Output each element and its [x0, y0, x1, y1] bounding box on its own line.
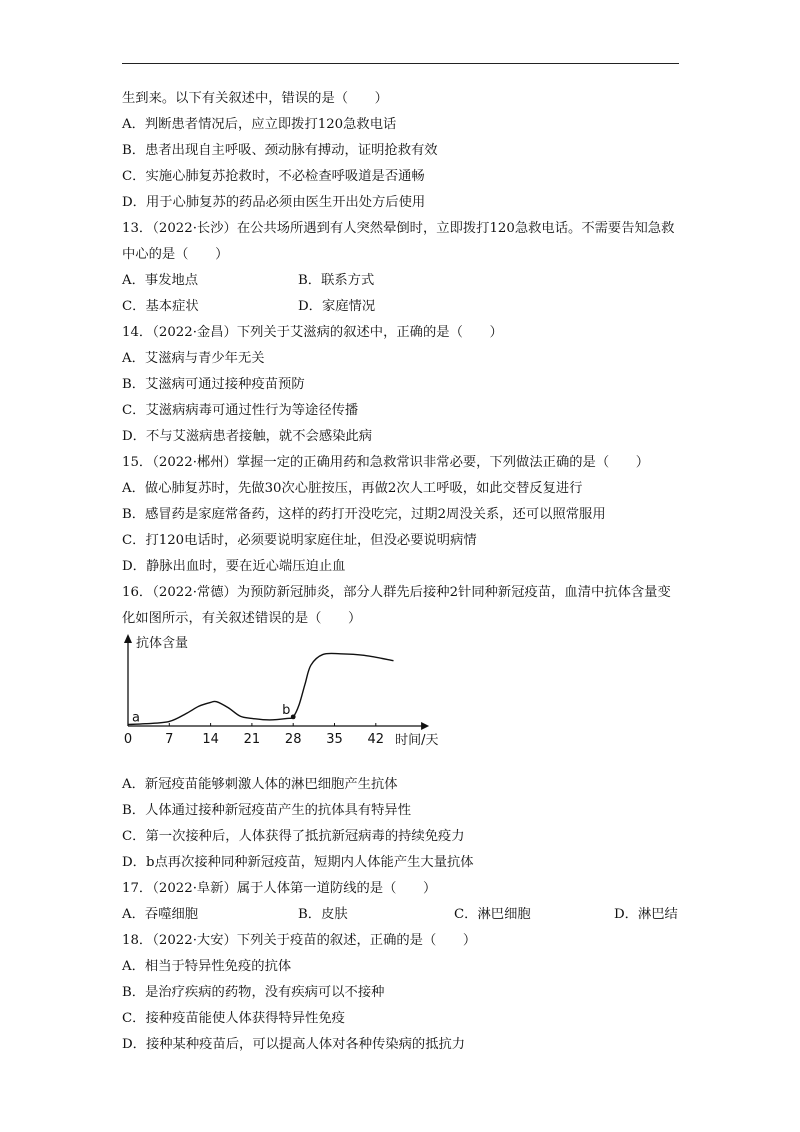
- header-rule: [122, 63, 679, 64]
- q13-option-b: B．联系方式: [298, 273, 375, 288]
- point-label-a: a: [132, 710, 140, 726]
- q15-option-c: C．打120电话时，必须要说明家庭住址，但没必要说明病情: [122, 533, 477, 548]
- q17-option-a: A．吞噬细胞: [122, 907, 199, 922]
- q18-option-b: B．是治疗疾病的药物，没有疾病可以不接种: [122, 985, 385, 1000]
- point-b-dot: [291, 714, 296, 719]
- q15-option-b: B．感冒药是家庭常备药，这样的药打开没吃完，过期2周没关系，还可以照常服用: [122, 507, 606, 522]
- q13-option-c: C．基本症状: [122, 299, 199, 314]
- q12-option-a: A．判断患者情况后，应立即拨打120急救电话: [122, 117, 397, 132]
- point-label-b: b: [282, 702, 291, 718]
- x-tick-label: 0: [123, 732, 133, 747]
- x-tick-label: 35: [326, 732, 343, 747]
- q16-option-d: D．b点再次接种同种新冠疫苗，短期内人体能产生大量抗体: [122, 855, 474, 870]
- q15-option-d: D．静脉出血时，要在近心端压迫止血: [122, 559, 346, 574]
- antibody-curve: [128, 653, 394, 724]
- antibody-chart: [122, 632, 682, 772]
- q12-stem-end: 生到来。以下有关叙述中，错误的是（ ）: [122, 91, 388, 106]
- q12-option-b: B．患者出现自主呼吸、颈动脉有搏动，证明抢救有效: [122, 143, 438, 158]
- q14-option-c: C．艾滋病病毒可通过性行为等途径传播: [122, 403, 359, 418]
- q17-option-c: C．淋巴细胞: [454, 907, 531, 922]
- q16-stem: 16．（2022·常德）为预防新冠肺炎，部分人群先后接种2针同种新冠疫苗，血清中抗体含量变化如图所示，有关叙述错误的是（ ）: [122, 585, 671, 626]
- x-tick-label: 14: [202, 732, 219, 747]
- y-axis-label: 抗体含量: [136, 636, 189, 651]
- q18-option-c: C．接种疫苗能使人体获得特异性免疫: [122, 1011, 345, 1026]
- q15-stem: 15．（2022·郴州）掌握一定的正确用药和急救常识非常必要，下列做法正确的是（ ）: [122, 455, 650, 470]
- q14-option-a: A．艾滋病与青少年无关: [122, 351, 265, 366]
- antibody-chart-svg: [122, 632, 439, 772]
- q16-option-a: A．新冠疫苗能够刺激人体的淋巴细胞产生抗体: [122, 777, 398, 792]
- q13-option-d: D．家庭情况: [298, 299, 376, 314]
- q18-option-a: A．相当于特异性免疫的抗体: [122, 959, 292, 974]
- x-tick-label: 7: [165, 732, 174, 747]
- question-content: [122, 86, 682, 1058]
- x-axis-arrow: [421, 722, 429, 730]
- q13-options-row1: [122, 268, 682, 294]
- x-tick-label: 28: [284, 732, 302, 747]
- q17-option-b: B．皮肤: [298, 907, 348, 922]
- q14-option-d: D．不与艾滋病患者接触，就不会感染此病: [122, 429, 373, 444]
- q17-stem: 17．（2022·阜新）属于人体第一道防线的是（ ）: [122, 881, 437, 896]
- q16-option-c: C．第一次接种后，人体获得了抵抗新冠病毒的持续免疫力: [122, 829, 465, 844]
- q12-option-d: D．用于心肺复苏的药品必须由医生开出处方后使用: [122, 195, 426, 210]
- q17-options-row: [122, 902, 682, 928]
- x-tick-label: 42: [367, 732, 385, 747]
- q17-option-d: D．淋巴结: [614, 907, 678, 922]
- x-axis-label: 时间/天: [395, 733, 439, 748]
- q13-options-row2: [122, 294, 682, 320]
- q14-stem: 14．（2022·金昌）下列关于艾滋病的叙述中，正确的是（ ）: [122, 325, 503, 340]
- q15-option-a: A．做心肺复苏时，先做30次心脏按压，再做2次人工呼吸，如此交替反复进行: [122, 481, 583, 496]
- x-tick-label: 21: [243, 732, 261, 747]
- q16-option-b: B．人体通过接种新冠疫苗产生的抗体具有特异性: [122, 803, 412, 818]
- q18-option-d: D．接种某种疫苗后，可以提高人体对各种传染病的抵抗力: [122, 1037, 466, 1052]
- y-axis-arrow: [124, 634, 132, 643]
- q12-option-c: C．实施心肺复苏抢救时，不必检查呼吸道是否通畅: [122, 169, 425, 184]
- q18-stem: 18．（2022·大安）下列关于疫苗的叙述，正确的是（ ）: [122, 933, 477, 948]
- q13-stem: 13．（2022·长沙）在公共场所遇到有人突然晕倒时，立即拨打120急救电话。不需要告知急救中心的是（ ）: [122, 221, 675, 262]
- q14-option-b: B．艾滋病可通过接种疫苗预防: [122, 377, 305, 392]
- q13-option-a: A．事发地点: [122, 273, 199, 288]
